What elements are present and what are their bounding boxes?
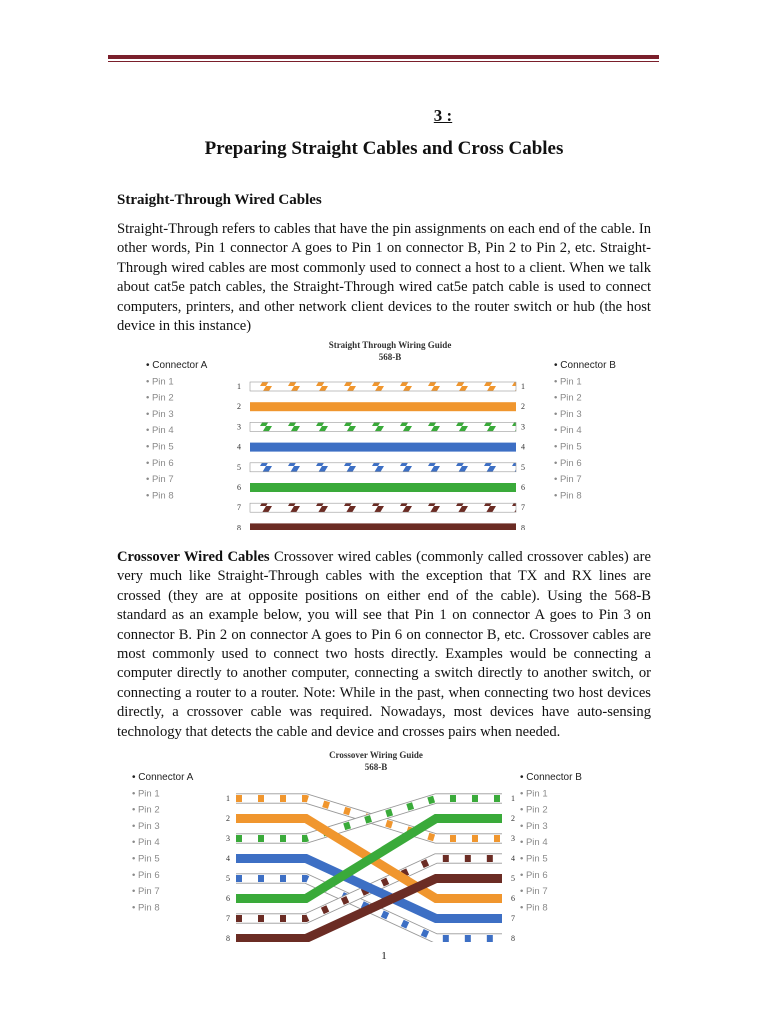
fig1-right-pin-label: • Pin 2 — [554, 392, 582, 404]
fig1-left-pin-label: • Pin 2 — [146, 392, 174, 404]
fig2-left-pin-label: • Pin 6 — [132, 869, 160, 881]
fig1-left-pin-label: • Pin 1 — [146, 376, 174, 388]
fig1-pin-number-right: 7 — [521, 503, 525, 513]
fig1-right-pin-label: • Pin 3 — [554, 408, 582, 420]
fig1-wire-2 — [250, 402, 516, 411]
fig2-pin-number-left: 8 — [226, 934, 230, 942]
straight-through-wiring-figure — [140, 336, 640, 530]
fig1-subtitle: 568-B — [378, 352, 402, 362]
fig1-left-pin-label: • Pin 7 — [146, 474, 174, 486]
fig1-right-pin-label: • Pin 6 — [554, 457, 582, 469]
fig1-pin-number-left: 6 — [237, 483, 241, 492]
fig2-pin-number-right: 2 — [511, 814, 515, 823]
fig1-right-pin-label: • Pin 4 — [554, 425, 582, 437]
fig1-pin-number-right: 4 — [521, 442, 525, 452]
fig1-wire-4 — [250, 443, 516, 452]
fig2-left-pin-label: • Pin 1 — [132, 788, 160, 800]
fig2-right-pin-label: • Pin 6 — [520, 869, 548, 881]
fig2-pin-number-left: 2 — [226, 814, 230, 823]
fig1-left-pin-label: • Pin 3 — [146, 408, 174, 420]
fig2-pin-number-right: 7 — [511, 914, 515, 923]
fig1-pin-number-left: 1 — [237, 382, 241, 391]
fig1-pin-number-left: 2 — [237, 402, 241, 412]
fig2-pin-number-right: 4 — [511, 854, 515, 863]
fig2-left-pin-label: • Pin 7 — [132, 886, 160, 898]
fig1-pin-number-left: 5 — [237, 462, 241, 472]
fig1-left-pin-label: • Pin 6 — [146, 457, 174, 469]
fig1-title: Straight Through Wiring Guide — [328, 340, 452, 350]
fig2-left-pin-label: • Pin 5 — [132, 853, 160, 865]
fig1-right-pin-label: • Pin 1 — [554, 376, 582, 388]
crossover-paragraph — [117, 548, 651, 742]
fig1-pin-number-right: 2 — [521, 402, 525, 412]
header-rule-thin — [108, 61, 659, 62]
chapter-number: 3 : — [433, 106, 453, 125]
crossover-heading: Crossover Wired Cables — [117, 549, 270, 565]
crossover-text: Crossover wired cables (commonly called crossover cables) are very much like Straight-Through cables with the exception that TX and RX lines are crossed (they are at opposite positions on either end of the cable). Using the 568-B standard as an example below, you will see that Pin 1 on connector A goes to Pin 3 on connector B. Pin 2 on connector A goes to Pin 6 on connector B, etc. Crossover cables are most commonly used to connect two hosts directly. Examples would be connecting a computer directly to another computer, connecting a switch directly to another switch, or connecting a router to a router. Note: While in the past, when connecting two host devices directly, a crossover cable was required. Nowadays, most devices have auto-sensing technology that detects the cable and device and crosses pairs when needed. — [117, 549, 651, 740]
fig1-wire-7 — [250, 503, 516, 512]
fig1-pin-number-left: 3 — [237, 422, 241, 432]
fig2-pin-number-right: 8 — [511, 934, 515, 942]
fig2-right-pin-label: • Pin 4 — [520, 837, 548, 849]
fig1-right-connector-label: • Connector B — [554, 360, 616, 371]
fig2-pin-number-right: 6 — [511, 894, 515, 903]
fig2-right-connector-label: • Connector B — [520, 772, 582, 783]
page-title: Preparing Straight Cables and Cross Cables — [204, 138, 564, 159]
fig2-pin-number-right: 5 — [511, 874, 515, 883]
crossover-wiring-figure — [126, 746, 646, 942]
fig2-pin-number-left: 6 — [226, 894, 230, 903]
fig2-right-pin-label: • Pin 1 — [520, 788, 548, 800]
fig2-pin-number-left: 7 — [226, 914, 230, 923]
fig1-pin-number-right: 3 — [521, 422, 525, 432]
fig2-right-pin-label: • Pin 7 — [520, 886, 548, 898]
fig2-left-pin-label: • Pin 8 — [132, 902, 160, 914]
fig2-pin-number-right: 3 — [511, 834, 515, 843]
fig2-pin-number-right: 1 — [511, 794, 515, 803]
section-heading-straight: Straight-Through Wired Cables — [117, 192, 322, 208]
fig2-pin-number-left: 3 — [226, 834, 230, 843]
page-number: 1 — [381, 950, 387, 962]
fig2-right-pin-label: • Pin 3 — [520, 820, 548, 832]
fig1-left-pin-label: • Pin 8 — [146, 490, 174, 502]
fig2-right-pin-label: • Pin 5 — [520, 853, 548, 865]
fig1-right-pin-label: • Pin 5 — [554, 441, 582, 453]
fig1-pin-number-right: 1 — [521, 382, 525, 391]
fig1-wire-8 — [250, 523, 516, 530]
fig1-wire-3 — [250, 422, 516, 431]
fig2-right-pin-label: • Pin 8 — [520, 902, 548, 914]
fig1-left-pin-label: • Pin 4 — [146, 425, 174, 437]
fig1-pin-number-left: 7 — [237, 503, 241, 513]
fig2-left-connector-label: • Connector A — [132, 772, 194, 783]
fig1-pin-number-right: 6 — [521, 483, 525, 492]
fig2-pin-number-left: 5 — [226, 874, 230, 883]
fig1-right-pin-label: • Pin 8 — [554, 490, 582, 502]
fig1-wire-1 — [250, 382, 516, 391]
fig1-pin-number-left: 4 — [237, 442, 241, 452]
fig1-left-pin-label: • Pin 5 — [146, 441, 174, 453]
fig1-wire-5 — [250, 463, 516, 472]
fig1-pin-number-right: 5 — [521, 462, 525, 472]
straight-paragraph: Straight-Through refers to cables that have the pin assignments on each end of the cable. In other words, Pin 1 connector A goes to Pin 1 on connector B, Pin 2 to Pin 2, etc. Straight-Through wired cables are most commonly used to connect a host to a client. When we talk about cat5e patch cables, the Straight-Through wired cat5e patch cable is used to connect computers, printers, and other network client devices to the router switch or hub (the host device in this instance) — [117, 221, 651, 335]
fig2-left-pin-label: • Pin 3 — [132, 820, 160, 832]
header-rule-thick — [108, 55, 659, 59]
fig1-right-pin-label: • Pin 7 — [554, 474, 582, 486]
fig2-pin-number-left: 4 — [226, 854, 230, 863]
fig2-left-pin-label: • Pin 4 — [132, 837, 160, 849]
fig2-right-pin-label: • Pin 2 — [520, 804, 548, 816]
fig2-title: Crossover Wiring Guide — [329, 750, 423, 760]
fig2-subtitle: 568-B — [364, 762, 388, 772]
fig1-pin-number-left: 8 — [237, 523, 241, 530]
fig2-pin-number-left: 1 — [226, 794, 230, 803]
fig2-left-pin-label: • Pin 2 — [132, 804, 160, 816]
fig1-wire-6 — [250, 483, 516, 492]
fig1-left-connector-label: • Connector A — [146, 360, 208, 371]
fig1-pin-number-right: 8 — [521, 523, 525, 530]
